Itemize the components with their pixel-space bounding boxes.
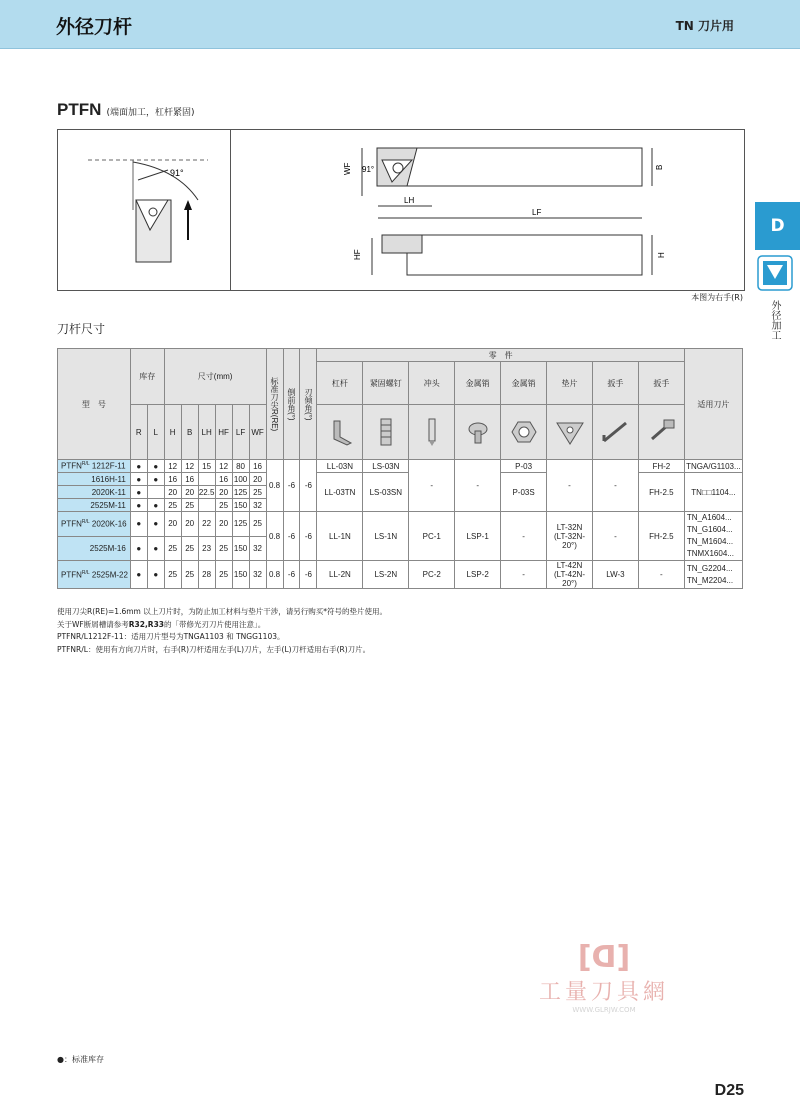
col-stock: 库存 [130, 349, 164, 405]
product-heading [57, 100, 195, 120]
dim-hf: HF [215, 405, 232, 460]
page-title: 外径刀杆 [56, 16, 133, 38]
table-row: $PTFN^{R/L}$ 2020K-16 ● ● 20 20 22 20 125 25 0.8 -6 -6 LL-1N LS-1N PC-1 LSP-1 - LT-32N (LT-32N-20°) - FH-2.5 TN_A1604... TN_G1604... TN_M1604... TNMX1604... [58, 512, 743, 537]
dim-lf: LF [232, 405, 249, 460]
shim-image [547, 405, 593, 460]
workpiece-diagram [58, 130, 230, 290]
section-tab-d[interactable]: D [755, 202, 800, 250]
holder-drawing [232, 130, 742, 290]
stock-l: L [147, 405, 164, 460]
section-title: 刀杆尺寸 [57, 322, 106, 336]
product-code: PTFN [57, 100, 102, 119]
table-row: 2525M-11 ● ● 25 25 25 150 32 [58, 499, 743, 512]
part-pin1: 金属销 [455, 362, 501, 405]
dim-lh: LH [404, 196, 415, 205]
col-incl: 刃倾角(°) [300, 349, 317, 460]
table-notes [57, 606, 387, 656]
col-dims: 尺寸(mm) [164, 349, 266, 405]
product-desc: (端面加工，杠杆紧固) [106, 108, 195, 118]
note-3: PTFNR/L1212F-11：适用刀片型号为TNGA1103 和 TNGG1103。 [57, 632, 285, 641]
header-category: TN 刀片用 [675, 19, 734, 33]
angle-label-2: 91° [362, 165, 375, 174]
part-wrench1: 扳手 [592, 362, 638, 405]
note-2: 关于WF断屑槽请参考R32,R33的「带修光刃刀片使用注意」。 [57, 619, 266, 629]
dim-hf: HF [353, 249, 362, 260]
dim-h: H [657, 252, 666, 258]
dim-wf: WF [249, 405, 266, 460]
dim-wf: WF [343, 162, 352, 175]
part-shim: 垫片 [547, 362, 593, 405]
col-rake: 倒前角(°) [283, 349, 300, 460]
side-section-label: 外径加工 [769, 300, 780, 340]
watermark-text: 工量刀具網 [538, 980, 669, 1005]
watermark-logo-icon: [ᗡ] [577, 940, 631, 975]
dim-lh: LH [198, 405, 215, 460]
table-row: $PTFN^{R/L}$ 2525M-22 ● ● 25 25 28 25 150 32 0.8 -6 -6 LL-2N LS-2N PC-2 LSP-2 - LT-42N (LT-42N-20°) LW-3 - TN_G2204... TN_M2204... [58, 561, 743, 589]
dim-b: B [655, 164, 664, 170]
model-cell: $PTFN^{R/L}$ 1212F-11 [58, 460, 131, 473]
spec-table [57, 348, 743, 589]
wrench1-image [592, 405, 638, 460]
diagram-divider [230, 130, 231, 290]
note-1: 使用刀尖R(RE)=1.6mm 以上刀片时，为防止加工材料与垫片干涉，请另行购买*符号的垫片使用。 [57, 607, 387, 616]
angle-label-1: 91° [170, 168, 184, 178]
table-row: 2020K-11 ● 20 20 22.5 20 125 25 [58, 486, 743, 499]
page-header [0, 0, 800, 49]
diagram-note: 本图为右手(R) [691, 293, 743, 302]
pin1-image [455, 405, 501, 460]
dim-b: B [181, 405, 198, 460]
col-model: 型 号 [58, 349, 131, 460]
dim-lf: LF [532, 208, 542, 217]
table-row: 2525M-16 ● ● 25 25 23 25 150 32 [58, 536, 743, 561]
spec-table-wrap [57, 348, 743, 589]
table-row: $PTFN^{R/L}$ 1212F-11 ● ● 12 12 15 12 80 16 0.8 -6 -6 LL-03N LS-03N - - P-03 - - FH-2 TNGA/G1103... [58, 460, 743, 473]
punch-image [409, 405, 455, 460]
table-row: 1616H-11 ● ● 16 16 16 100 20 LL-03TN LS-03SN P-03S FH-2.5 TN□□1104... [58, 473, 743, 486]
stock-legend: ●：标准库存 [57, 1055, 104, 1064]
col-re: 标准刀尖R(RE) [266, 349, 283, 460]
part-wrench2: 扳手 [638, 362, 684, 405]
note-4: PTFNR/L：使用有方向刀片时，右手(R)刀杆适用左手(L)刀片，左手(L)刀杆适用右手(R)刀片。 [57, 644, 371, 654]
wrench2-image [638, 405, 684, 460]
part-lever: 杠杆 [317, 362, 363, 405]
turning-icon [757, 255, 793, 291]
part-pin2: 金属销 [501, 362, 547, 405]
screw-image [363, 405, 409, 460]
part-punch: 冲头 [409, 362, 455, 405]
watermark-url: WWW.GLRJW.COM [572, 1006, 636, 1014]
col-applicable: 适用刀片 [684, 349, 742, 460]
page-number: D25 [714, 1082, 744, 1099]
col-parts: 零 件 [317, 349, 684, 362]
watermark [534, 940, 674, 1014]
pin2-image [501, 405, 547, 460]
lever-image [317, 405, 363, 460]
stock-r: R [130, 405, 147, 460]
dim-h: H [164, 405, 181, 460]
tool-diagram [57, 129, 745, 291]
part-screw: 紧固螺钉 [363, 362, 409, 405]
